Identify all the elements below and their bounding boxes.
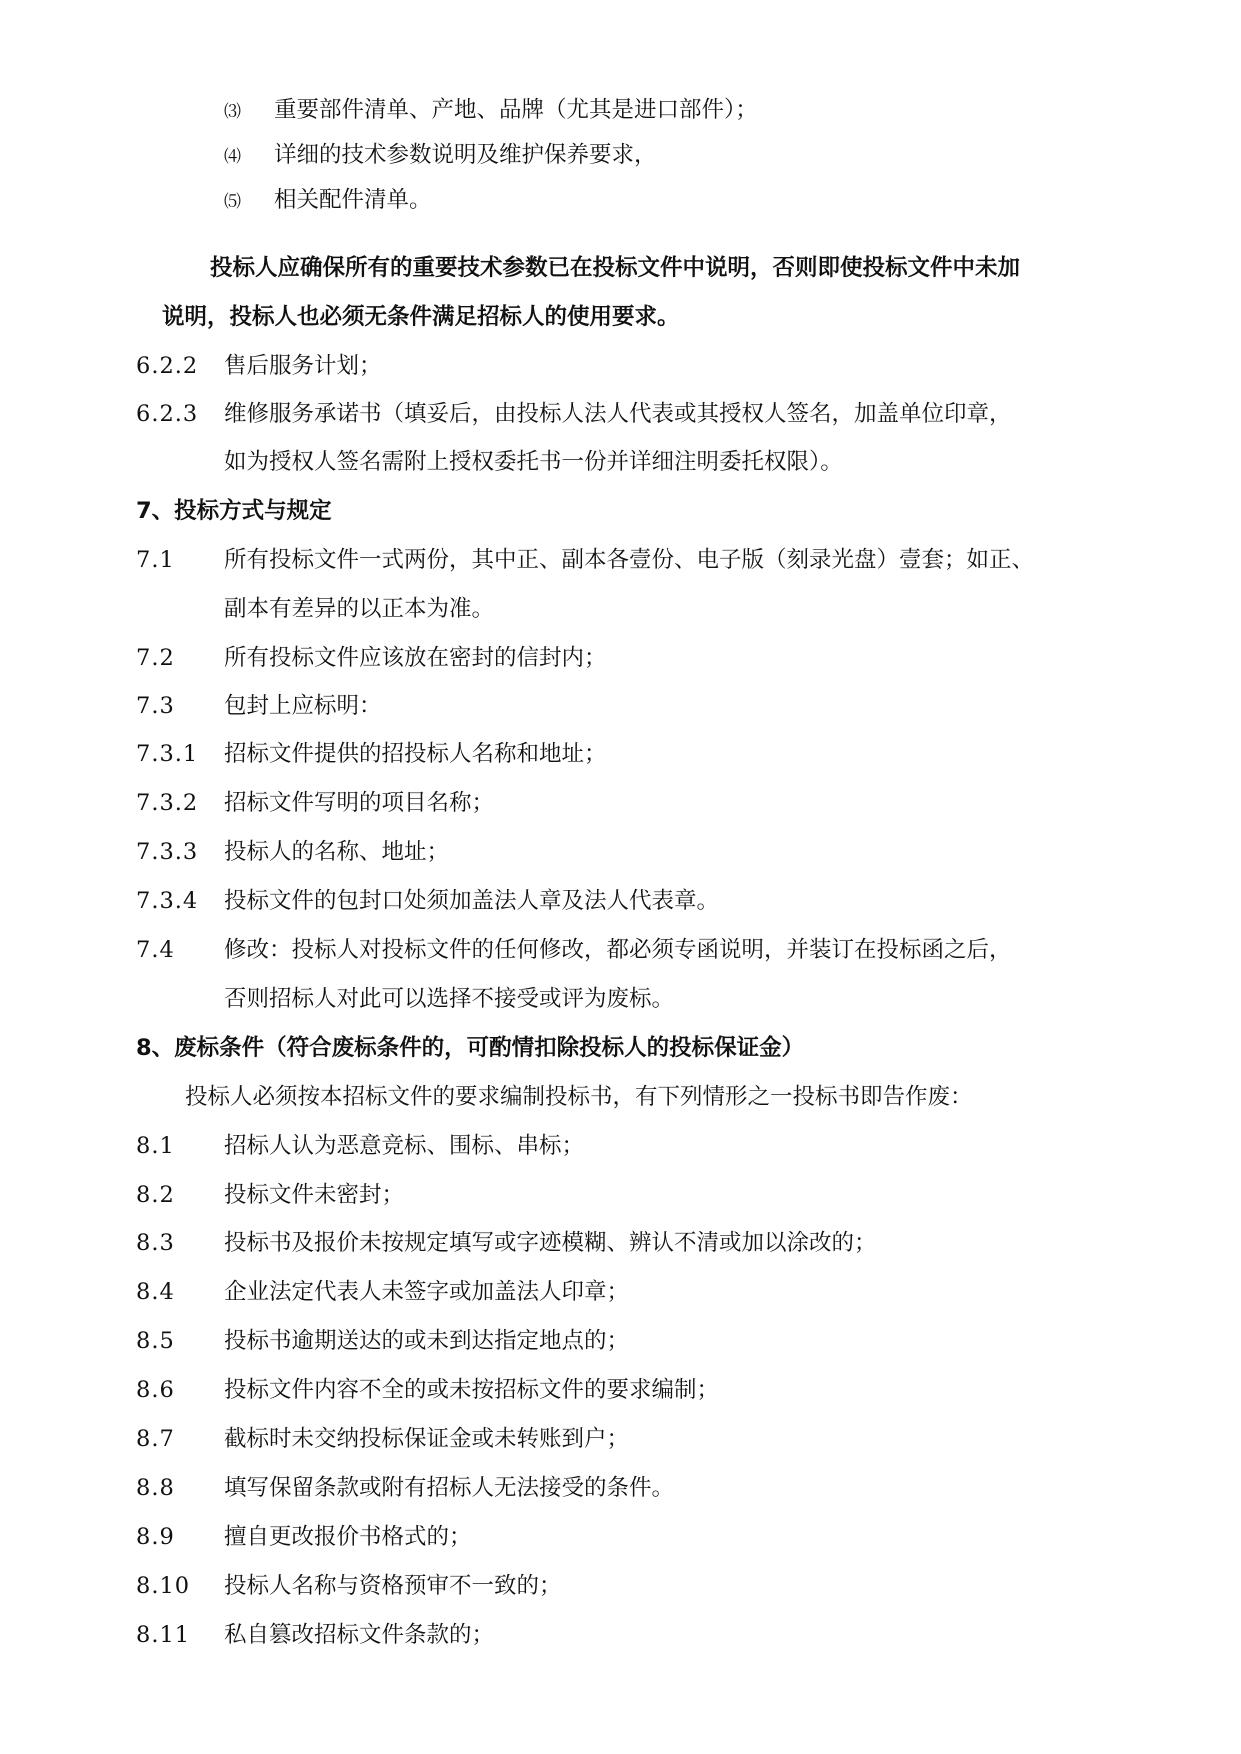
list-marker: ⑸	[224, 192, 241, 212]
clause-text: 售后服务计划；	[224, 353, 382, 379]
bold-note-line-1: 投标人应确保所有的重要技术参数已在投标文件中说明，否则即使投标文件中未加	[210, 255, 1021, 281]
clause-text: 所有投标文件一式两份，其中正、副本各壹份、电子版（刻录光盘）壹套；如正、	[224, 547, 1035, 573]
clause-text: 私自篡改招标文件条款的；	[224, 1622, 495, 1648]
clause-number: 7.3.4	[136, 888, 199, 914]
clause-number: 6.2.2	[136, 353, 199, 379]
clause-number: 8.7	[136, 1426, 175, 1452]
list-item-text: 详细的技术参数说明及维护保养要求，	[274, 142, 657, 168]
section-intro: 投标人必须按本招标文件的要求编制投标书，有下列情形之一投标书即告作废：	[185, 1084, 973, 1110]
clause-number: 7.1	[136, 547, 175, 573]
clause-text: 所有投标文件应该放在密封的信封内；	[224, 645, 607, 671]
clause-number: 8.2	[136, 1182, 175, 1208]
clause-number: 8.1	[136, 1133, 175, 1159]
clause-number: 7.4	[136, 937, 175, 963]
clause-number: 7.3.3	[136, 839, 199, 865]
clause-text-continued: 如为授权人签名需附上授权委托书一份并详细注明委托权限）。	[224, 449, 843, 475]
clause-number: 8.10	[136, 1573, 191, 1599]
clause-number: 8.6	[136, 1377, 175, 1403]
list-item-text: 重要部件清单、产地、品牌（尤其是进口部件）；	[274, 97, 758, 123]
clause-text: 招标文件写明的项目名称；	[224, 790, 495, 816]
section-heading-7: 7、投标方式与规定	[136, 498, 332, 524]
clause-number: 7.3.2	[136, 790, 199, 816]
clause-number: 8.3	[136, 1230, 175, 1256]
clause-text: 投标文件未密封；	[224, 1182, 405, 1208]
clause-text: 填写保留条款或附有招标人无法接受的条件。	[224, 1475, 675, 1501]
clause-text: 修改：投标人对投标文件的任何修改，都必须专函说明，并装订在投标函之后，	[224, 937, 1012, 963]
clause-text: 投标文件内容不全的或未按招标文件的要求编制；	[224, 1377, 720, 1403]
list-item-text: 相关配件清单。	[274, 187, 432, 213]
clause-text: 招标文件提供的招投标人名称和地址；	[224, 741, 607, 767]
clause-text: 投标书逾期送达的或未到达指定地点的；	[224, 1328, 630, 1354]
clause-number: 7.2	[136, 645, 175, 671]
clause-number: 8.4	[136, 1279, 175, 1305]
clause-text: 包封上应标明：	[224, 693, 382, 719]
clause-text: 维修服务承诺书（填妥后，由投标人法人代表或其授权人签名，加盖单位印章，	[224, 401, 1012, 427]
clause-text: 投标人名称与资格预审不一致的；	[224, 1573, 562, 1599]
clause-number: 8.8	[136, 1475, 175, 1501]
clause-text: 企业法定代表人未签字或加盖法人印章；	[224, 1279, 630, 1305]
clause-text: 招标人认为恶意竞标、围标、串标；	[224, 1133, 585, 1159]
clause-text: 投标书及报价未按规定填写或字迹模糊、辨认不清或加以涂改的；	[224, 1230, 877, 1256]
clause-number: 8.11	[136, 1622, 191, 1648]
bold-note-line-2: 说明，投标人也必须无条件满足招标人的使用要求。	[162, 304, 680, 330]
clause-number: 7.3	[136, 693, 175, 719]
clause-text: 投标文件的包封口处须加盖法人章及法人代表章。	[224, 888, 720, 914]
clause-text: 擅自更改报价书格式的；	[224, 1524, 472, 1550]
list-marker: ⑶	[224, 102, 241, 122]
list-marker: ⑷	[224, 147, 241, 167]
clause-text-continued: 副本有差异的以正本为准。	[224, 596, 495, 622]
clause-text-continued: 否则招标人对此可以选择不接受或评为废标。	[224, 986, 675, 1012]
clause-number: 6.2.3	[136, 401, 199, 427]
clause-text: 截标时未交纳投标保证金或未转账到户；	[224, 1426, 630, 1452]
section-heading-8: 8、废标条件（符合废标条件的，可酌情扣除投标人的投标保证金）	[136, 1035, 805, 1061]
clause-number: 7.3.1	[136, 741, 199, 767]
clause-number: 8.5	[136, 1328, 175, 1354]
clause-text: 投标人的名称、地址；	[224, 839, 450, 865]
clause-number: 8.9	[136, 1524, 175, 1550]
